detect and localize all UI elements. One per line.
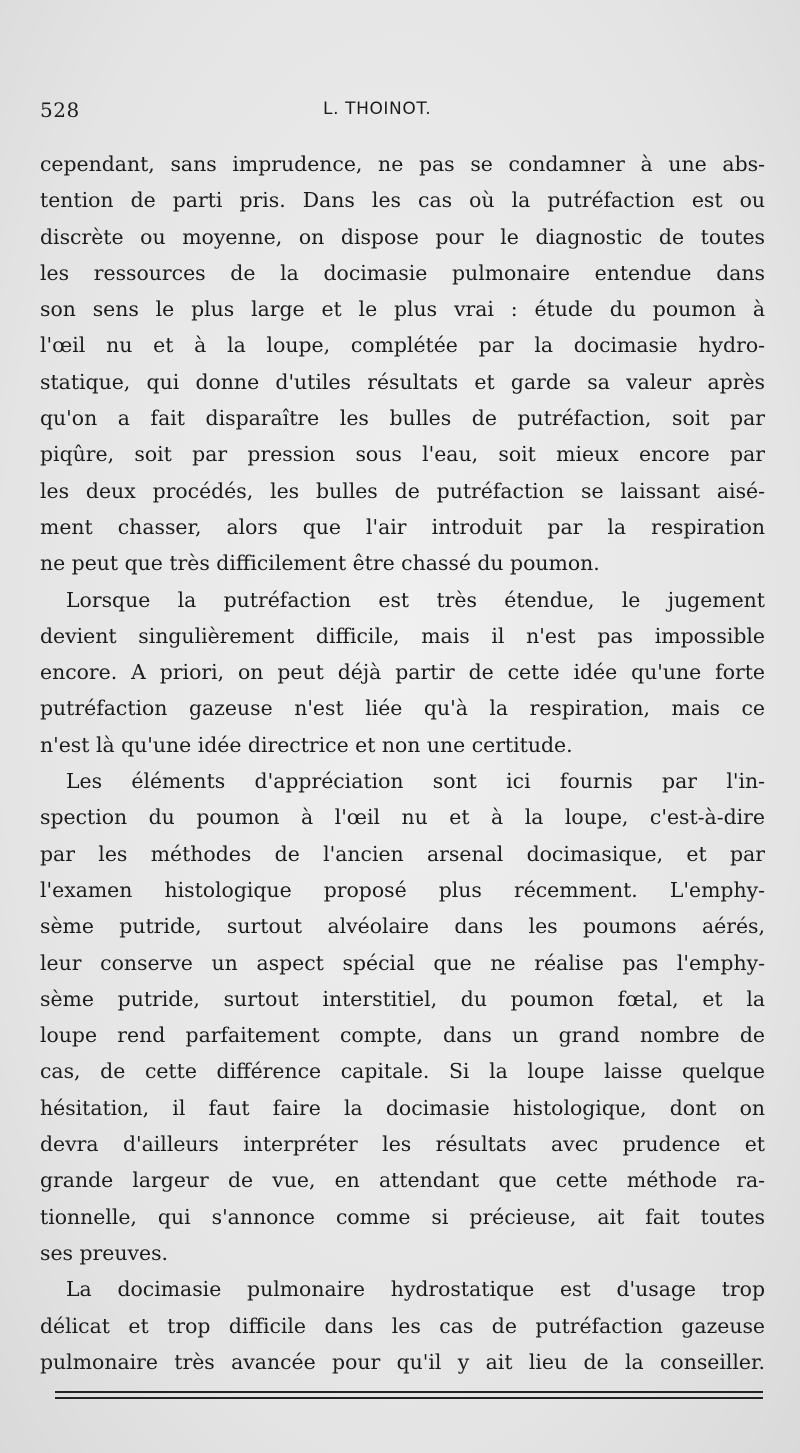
text-line: son sens le plus large et le plus vrai : étude du poumon à bbox=[40, 297, 765, 322]
text-line: par les méthodes de l'ancien arsenal docimasique, et par bbox=[40, 841, 765, 866]
text-line: leur conserve un aspect spécial que ne réalise pas l'emphy- bbox=[40, 950, 765, 975]
text-line: devra d'ailleurs interpréter les résultats avec prudence et bbox=[40, 1132, 765, 1157]
text-line: sème putride, surtout interstitiel, du poumon fœtal, et la bbox=[40, 986, 765, 1011]
footer-rule bbox=[55, 1391, 763, 1403]
text-line: encore. A priori, on peut déjà partir de cette idée qu'une forte bbox=[40, 660, 765, 685]
text-line: l'œil nu et à la loupe, complétée par la docimasie hydro- bbox=[40, 333, 765, 358]
text-line: putréfaction gazeuse n'est liée qu'à la respiration, mais ce bbox=[40, 696, 765, 721]
text-line: tention de parti pris. Dans les cas où la putréfaction est ou bbox=[40, 188, 765, 213]
text-line: statique, qui donne d'utiles résultats et garde sa valeur après bbox=[40, 369, 765, 394]
text-line: l'examen histologique proposé plus récemment. L'emphy- bbox=[40, 877, 765, 902]
text-line: les deux procédés, les bulles de putréfaction se laissant aisé- bbox=[40, 478, 765, 503]
page-number: 528 bbox=[40, 98, 80, 122]
footer-rule-line bbox=[55, 1397, 763, 1399]
text-line: piqûre, soit par pression sous l'eau, soit mieux encore par bbox=[40, 442, 765, 467]
text-line: pulmonaire très avancée pour qu'il y ait lieu de la conseiller. bbox=[40, 1349, 765, 1374]
text-line: Lorsque la putréfaction est très étendue, le jugement bbox=[66, 587, 765, 612]
text-line: ne peut que très difficilement être chassé du poumon. bbox=[40, 551, 600, 576]
text-line: devient singulièrement difficile, mais il n'est pas impossible bbox=[40, 623, 765, 648]
text-line: sème putride, surtout alvéolaire dans les poumons aérés, bbox=[40, 914, 765, 939]
footer-rule-line bbox=[55, 1391, 763, 1393]
text-line: ses preuves. bbox=[40, 1240, 169, 1265]
text-line: discrète ou moyenne, on dispose pour le diagnostic de toutes bbox=[40, 224, 765, 249]
text-line: cas, de cette différence capitale. Si la loupe laisse quelque bbox=[40, 1059, 765, 1084]
text-line: cependant, sans imprudence, ne pas se condamner à une abs- bbox=[40, 152, 765, 176]
text-line: Les éléments d'appréciation sont ici fournis par l'in- bbox=[66, 769, 765, 794]
page-header bbox=[40, 98, 760, 128]
text-line: La docimasie pulmonaire hydrostatique est d'usage trop bbox=[66, 1277, 765, 1302]
text-line: ment chasser, alors que l'air introduit par la respiration bbox=[40, 514, 765, 539]
text-line: délicat et trop difficile dans les cas de putréfaction gazeuse bbox=[40, 1313, 765, 1338]
text-line: qu'on a fait disparaître les bulles de putréfaction, soit par bbox=[40, 406, 765, 431]
text-line: hésitation, il faut faire la docimasie histologique, dont on bbox=[40, 1095, 765, 1120]
text-line: n'est là qu'une idée directrice et non une certitude. bbox=[40, 732, 573, 757]
body-text bbox=[40, 146, 765, 1380]
text-line: spection du poumon à l'œil nu et à la loupe, c'est-à-dire bbox=[40, 805, 765, 830]
text-line: les ressources de la docimasie pulmonaire entendue dans bbox=[40, 260, 765, 285]
text-line: grande largeur de vue, en attendant que cette méthode ra- bbox=[40, 1168, 765, 1193]
text-line: tionnelle, qui s'annonce comme si précieuse, ait fait toutes bbox=[40, 1204, 765, 1229]
running-head: L. THOINOT. bbox=[323, 99, 432, 119]
text-line: loupe rend parfaitement compte, dans un grand nombre de bbox=[40, 1023, 765, 1048]
